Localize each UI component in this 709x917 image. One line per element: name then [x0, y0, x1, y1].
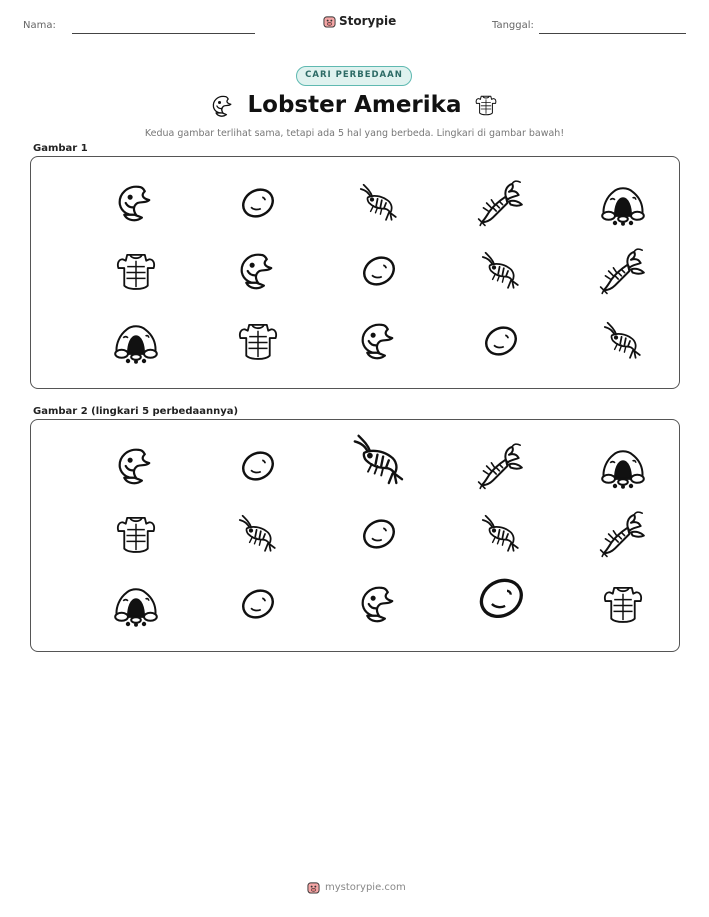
picture2-cell-1-5[interactable] — [583, 432, 663, 500]
picture2-panel[interactable] — [30, 419, 680, 652]
picture2-cell-2-3[interactable] — [339, 500, 419, 568]
picture1-cell-1-1[interactable] — [96, 169, 176, 237]
claw-icon — [357, 582, 401, 626]
picture1-cell-2-4[interactable] — [461, 237, 541, 305]
egg-icon — [237, 445, 279, 487]
picture2-cell-2-4[interactable] — [461, 500, 541, 568]
picture1-cell-2-1[interactable] — [96, 237, 176, 305]
egg-icon — [480, 320, 522, 362]
picture2-label: Gambar 2 (lingkari 5 perbedaannya) — [33, 406, 239, 417]
armor-icon — [114, 512, 158, 556]
activity-badge: CARI PERBEDAAN — [296, 66, 412, 86]
picture2-cell-1-1[interactable] — [96, 432, 176, 500]
name-line[interactable] — [72, 33, 255, 34]
egg-icon — [358, 250, 400, 292]
picture1-cell-3-2[interactable] — [218, 307, 298, 375]
claw-icon — [236, 249, 280, 293]
picture2-cell-1-3[interactable] — [339, 426, 419, 494]
picture2-cell-2-1[interactable] — [96, 500, 176, 568]
lobster-icon — [599, 247, 647, 295]
egg-icon — [358, 513, 400, 555]
picture2-cell-3-2[interactable] — [218, 570, 298, 638]
picture2-cell-2-5[interactable] — [583, 500, 663, 568]
picture1-cell-3-4[interactable] — [461, 307, 541, 375]
armor-icon — [236, 319, 280, 363]
shrimp-icon — [602, 320, 644, 362]
claw-icon — [114, 444, 158, 488]
brand-name: Storypie — [339, 14, 397, 28]
cave-icon — [599, 442, 647, 490]
lobster-icon — [477, 179, 525, 227]
instructions: Kedua gambar terlihat sama, tetapi ada 5 hal yang berbeda. Lingkari di gambar bawah! — [144, 128, 565, 139]
picture2-cell-3-1[interactable] — [96, 570, 176, 638]
brand-logo — [323, 14, 396, 28]
shrimp-icon — [237, 513, 279, 555]
armor-icon — [474, 92, 500, 120]
picture1-cell-2-2[interactable] — [218, 237, 298, 305]
picture1-cell-2-3[interactable] — [339, 237, 419, 305]
picture1-cell-1-4[interactable] — [461, 169, 541, 237]
picture1-cell-1-5[interactable] — [583, 169, 663, 237]
storypie-logo-icon — [307, 881, 320, 894]
armor-icon — [114, 249, 158, 293]
picture1-cell-3-3[interactable] — [339, 307, 419, 375]
picture1-cell-3-1[interactable] — [96, 307, 176, 375]
shrimp-icon — [351, 432, 408, 489]
egg-icon — [237, 182, 279, 224]
picture1-cell-3-5[interactable] — [583, 307, 663, 375]
cave-icon — [599, 179, 647, 227]
egg-icon — [473, 570, 530, 627]
shrimp-icon — [480, 250, 522, 292]
picture1-label: Gambar 1 — [33, 143, 88, 154]
lobster-icon — [599, 510, 647, 558]
lobster-icon — [477, 442, 525, 490]
egg-icon — [237, 583, 279, 625]
date-line[interactable] — [539, 33, 686, 34]
picture2-cell-3-4[interactable] — [461, 564, 541, 632]
armor-icon — [601, 582, 645, 626]
name-label: Nama: — [23, 20, 56, 31]
footer-site[interactable]: mystorypie.com — [325, 882, 406, 893]
cave-icon — [112, 580, 160, 628]
shrimp-icon — [480, 513, 522, 555]
footer — [307, 881, 406, 894]
picture2-cell-3-5[interactable] — [583, 570, 663, 638]
picture2-cell-2-2[interactable] — [218, 500, 298, 568]
claw-icon — [114, 181, 158, 225]
picture2-cell-1-4[interactable] — [461, 432, 541, 500]
picture1-cell-1-3[interactable] — [339, 169, 419, 237]
picture1-cell-2-5[interactable] — [583, 237, 663, 305]
storypie-logo-icon — [323, 15, 336, 28]
picture2-cell-1-2[interactable] — [218, 432, 298, 500]
date-label: Tanggal: — [492, 20, 534, 31]
cave-icon — [112, 317, 160, 365]
claw-icon — [357, 319, 401, 363]
picture1-panel[interactable] — [30, 156, 680, 389]
shrimp-icon — [358, 182, 400, 224]
picture2-cell-3-3[interactable] — [339, 570, 419, 638]
picture1-cell-1-2[interactable] — [218, 169, 298, 237]
page-title: Lobster Amerika — [247, 92, 462, 118]
